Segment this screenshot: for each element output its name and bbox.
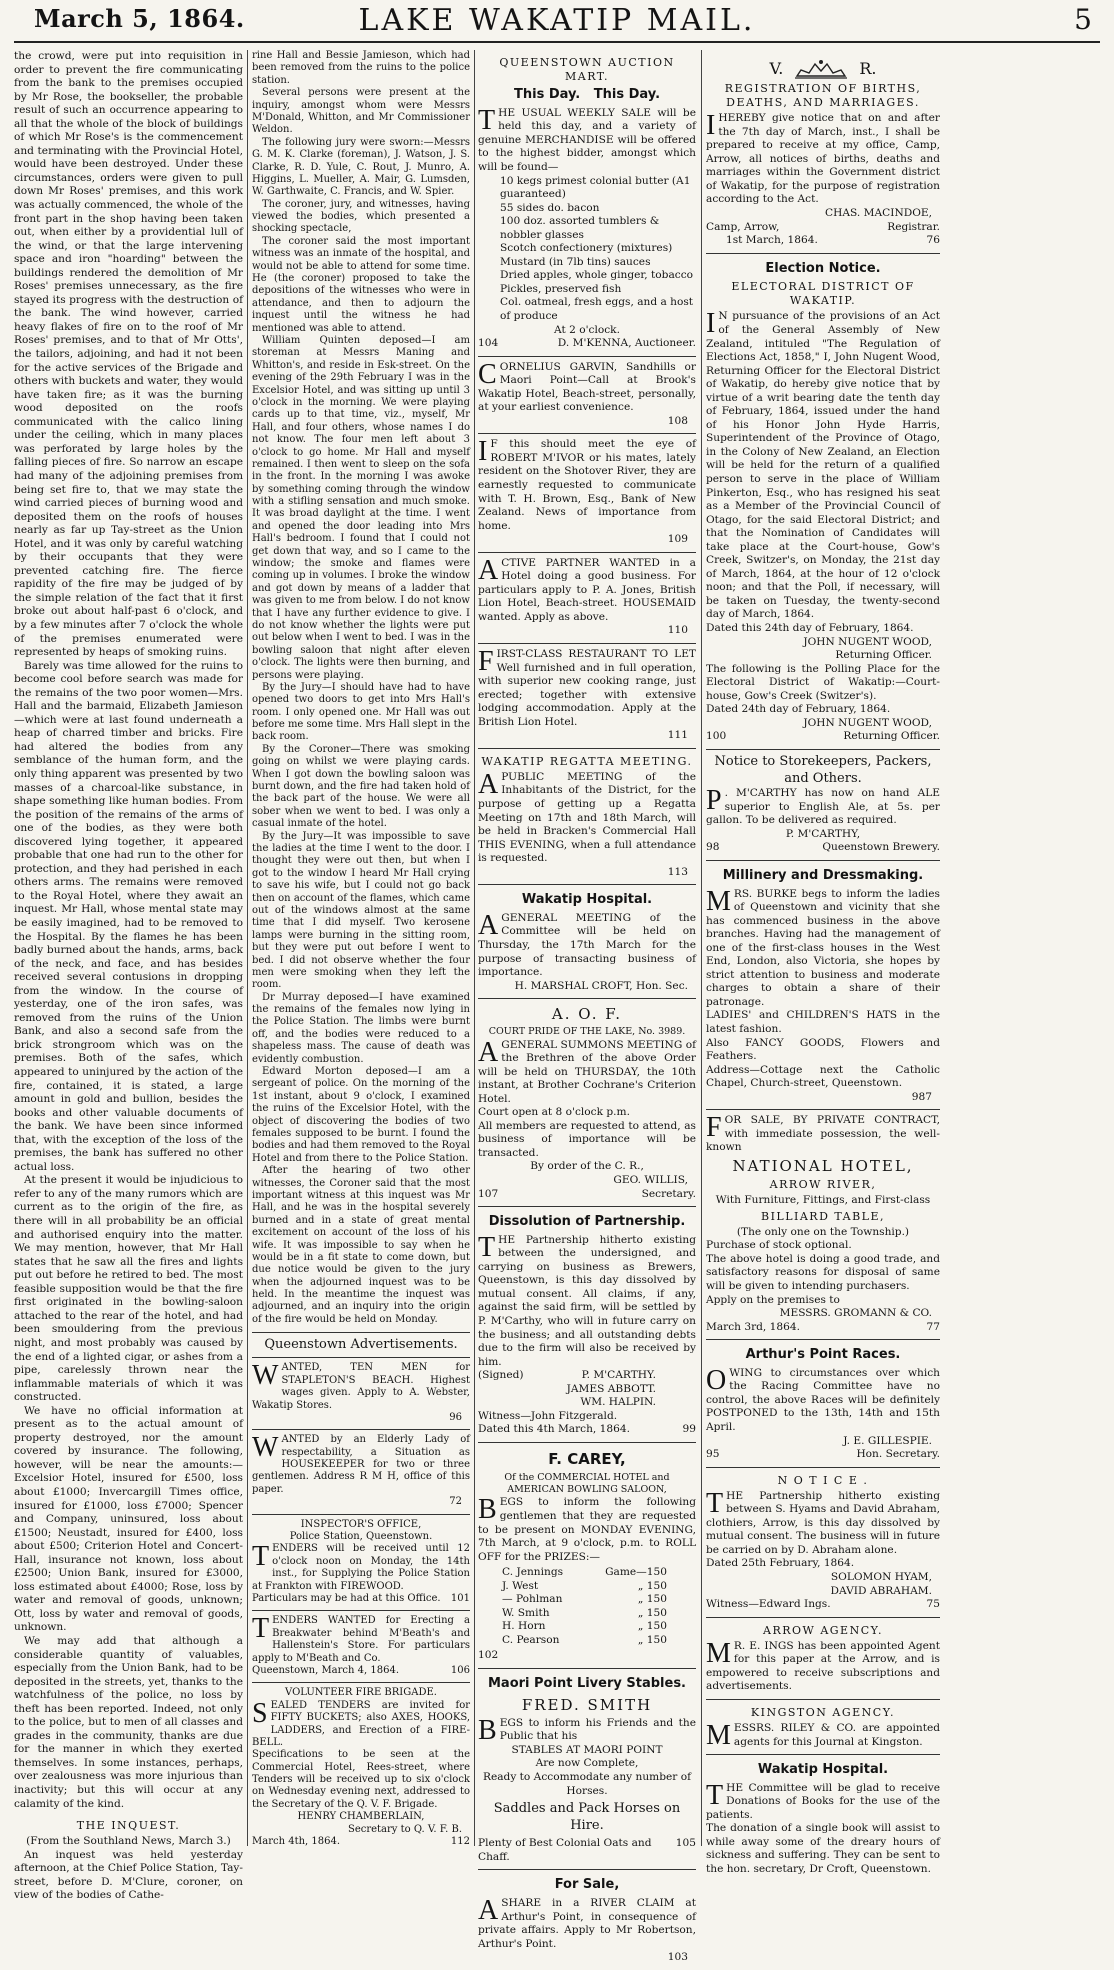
auction-item: Dried apples, whole ginger, tobacco [500, 269, 694, 282]
advert-number: 95 [706, 1448, 720, 1461]
advert-text: EALED TENDERS are invited for FIFTY BUCKETS; also AXES, HOOKS, LADDERS, and Erection of a FIRE-BELL. [252, 1699, 470, 1748]
advert-regatta: WAKATIP REGATTA MEETING. A PUBLIC MEETING of the Inhabitants of the District, for the purpose of getting up a Regatta Meeting on 17th and 18th March, will be held in Bracken's Commercial Hall THIS EVENING, when a full attendance is requested. 113 [478, 749, 696, 885]
article-paragraph: Dr Murray deposed—I have examined the remains of the females now lying in the Police Station. The limbs were burnt off, and the bodies were reduced to a shapeless mass. The cause of death was evidently combustion. [252, 991, 470, 1065]
advert-signature-role: Secretary to Q. V. F. B. [347, 1823, 462, 1835]
advert-place: Queenstown Brewery. [822, 841, 940, 854]
advert-text: ANTED by an Elderly Lady of respectability, a Situation as HOUSEKEEPER for two or three gentlemen. Address R M H, office of this paper. [252, 1434, 470, 1495]
advert-text: By order of the C. R., [530, 1160, 644, 1173]
advert-heading: Arthur's Point Races. [745, 1347, 901, 1363]
newspaper-title: LAKE WAKATIP MAIL. [358, 3, 756, 38]
advert-hospital-donations: Wakatip Hospital. THE Committee will be glad to receive Donations of Books for the use of the patients. The donation of a single book will assist to while away some of the dreary hours of sickness and suffering. They can be sent to the hon. secretary, Dr Croft, Queenstown. [706, 1762, 940, 1875]
advert-signature: DAVID ABRAHAM. [830, 1584, 932, 1597]
advert-for-sale-claim: For Sale, A SHARE in a RIVER CLAIM at Arthur's Point, in consequence of private affairs. Apply to Mr Robertson, Arthur's Point. 103 [478, 1877, 696, 1964]
advert-text: GENERAL SUMMONS MEETING of the Brethren of the above Order will be held on THURSDAY, the 10th instant, at Brother Cochrane's Criterion Hotel. [478, 1038, 696, 1105]
advert-text: CTIVE PARTNER WANTED in a Hotel doing a good business. For particulars apply to P. A. Jones, British Lion Hotel, Beach-street. HOUSEMAID wanted. Apply as above. [478, 556, 696, 623]
advert-livery: Maori Point Livery Stables. FRED. SMITH BEGS to inform his Friends and the Public that his STABLES AT MAORI POINT Are now Complete, Ready to Accommodate any number of Horses. Saddles and Pack Horses on Hire. Plenty of Best Colonial Oats and Chaff. 105 [478, 1669, 696, 1870]
advert-number: 110 [667, 624, 688, 637]
advert-text: BILLIARD TABLE, [760, 1209, 886, 1223]
table-row: H. Horn „ 150 [502, 1620, 667, 1633]
advert-number: 103 [667, 1951, 688, 1964]
royal-cipher: V. R. [706, 58, 940, 80]
advert-signature: P. M'CARTHY, [785, 827, 861, 840]
advert-text: Specifications to be seen at the Commercial Hotel, Rees-street, where Tenders will be received up to six o'clock on Wednesday evening next, addressed to the Secretary of the Q. V. F. Brigade. [252, 1749, 470, 1810]
prize-roll-table [502, 1566, 696, 1647]
article-paragraph: William Quinten deposed—I am storeman at Messrs Maning and Whitton's, and reside in Esk-street. On the evening of the 29th February I was in the Excelsior Hotel, and was sitting up until 3 o'clock in the morning. We were playing cards up to that time, viz., myself, Mr Hall, and four others, whose names I do not know. The four men left about 3 o'clock to go home. Mr Hall and myself remained. I then went to sleep on the sofa in the front. In the morning I was awoke by something coming through the window with a stifling sensation and much smoke. It was broad daylight at the time. I went and opened the door leading into Mrs Hall's bedroom. I found that I could not get down that way, and so I came to the window; the smoke and flames were coming up in volumes. I broke the window and got down by means of a ladder that was given to me from below. I do not know that I have any further evidence to give. I do not know whether the lights were put out below when I went to bed. I was in the bowling saloon that night after eleven o'clock. The lights were then burning, and persons were playing. [252, 334, 470, 681]
advert-millinery: Millinery and Dressmaking. MRS. BURKE begs to inform the ladies of Queenstown and vicinity that she has commenced business in the above branches. Having had the management of one of the first-class houses in the West End, London, also Victoria, she hopes by strict attention to business and moderate charges to obtain a share of their patronage. LADIES' and CHILDREN'S HATS in the latest fashion. Also FANCY GOODS, Flowers and Feathers. Address—Cottage next the Catholic Chapel, Church-street, Queenstown. 987 [706, 861, 940, 1110]
advert-heading: Notice to Storekeepers, Packers, and Others. [714, 753, 932, 786]
auction-item: Scotch confectionery (mixtures) [500, 242, 673, 255]
advert-heading: For Sale, [554, 1877, 620, 1893]
advert-place: Camp, Arrow, [706, 220, 780, 233]
advert-number: 108 [667, 414, 688, 427]
advert-number: 75 [926, 1598, 940, 1611]
advert-heading: INSPECTOR'S OFFICE, [300, 1518, 422, 1530]
advert-races: Arthur's Point Races. OWING to circumstances over which the Racing Committee have no control, the above Races will be definitely POSTPONED to the 13th, 14th and 15th April. J. E. GILLESPIE. 95 Hon. Secretary. [706, 1340, 940, 1467]
advert-number: 102 [478, 1649, 499, 1662]
column-2-inquest [252, 50, 470, 1846]
auction-time: At 2 o'clock. [554, 323, 620, 336]
advert-subheading: FRED. SMITH [521, 1695, 653, 1714]
advert-number: 106 [450, 1664, 470, 1676]
advert-text: Apply on the premises to [706, 1293, 840, 1306]
advert-text: ORNELIUS GARVIN, Sandhills or Maori Point—Call at Brook's Wakatip Hotel, Beach-street, personally, at your earliest convenience. [478, 360, 696, 414]
advert-text: The above hotel is doing a good trade, and satisfactory reasons for disposal of same will be given to intending purchasers. [706, 1252, 940, 1292]
advert-text: HE USUAL WEEKLY SALE will be held this day, and a variety of genuine MERCHANDISE will be offered to the highest bidder, amongst which will be found— [478, 106, 696, 173]
inquest-heading: THE INQUEST. [76, 1819, 181, 1833]
advert-text: Purchase of stock optional. [706, 1239, 852, 1252]
advert-signature: J. E. GILLESPIE. [843, 1434, 932, 1447]
advert-text: WING to circumstances over which the Racing Committee have no control, the above Races will be definitely POSTPONED to the 13th, 14th and 15th April. [706, 1366, 940, 1433]
article-paragraph: the crowd, were put into requisition in order to prevent the fire communicating from the bank to the premises occupied by Mr Rose, the bookseller, the probable result of such an occurrence appearing to all that the whole of the block of buildings of which Mr Rose's is the commencement and terminating with the Provincial Hotel, would have been destroyed. Under these circumstances, orders were given to pull down Mr Roses' premises, and this work was actually commenced, the whole of the front part in the shop having been taken out, when either by a providential lull of the wind, or that the large intervening space and iron "hoarding" between the buildings rendered the demolition of Mr Roses' premises unnecessary, as the fire stayed its progress with the destruction of the bank. The wind however, carried heavy flakes of fire on to the roof of Mr Roses' premises, and to that of Mr Otts', the tailors, adjoining, and had it not been for the active services of the Brigade and others with buckets and water, they would have taken fire; as it was the burning wood deposited on the roofs communicated with the calico lining under the ceiling, which in many places was perforated by large holes by the falling pieces of fire. So narrow an escape had many of the adjoining premises from being set fire to, that we may state the wind carried pieces of burning wood and deposited them on the roofs of houses nearly as far up Tay-street as the Union Hotel, and it was only by careful watching by their occupants that they were prevented catching fire. The fierce rapidity of the fire may be judged of by the simple relation of the fact that it first broke out about half-past 6 o'clock, and by a few minutes after 7 o'clock the whole of the premises enumerated were represented by heaps of smoking ruins. [14, 50, 243, 659]
column-divider [474, 50, 475, 1846]
advert-number: 112 [450, 1836, 470, 1848]
article-paragraph: By the Jury—It was impossible to save the ladies at the time I went to the door. I thought they were out then, but when I got to the window I heard Mr Hall crying to save his wife, but I could not go back then on account of the flames, which came out of the windows almost at the same time that I did myself. Two kerosene lamps were burning in the sitting room, but they were put out before I went to bed. I did not observe whether the four men were smoking when they left the room. [252, 830, 470, 991]
advert-signature: CHAS. MACINDOE, [825, 206, 932, 219]
advert-subheading: Police Station, Queenstown. [289, 1531, 433, 1543]
advert-text: N pursuance of the provisions of an Act of the General Assembly of New Zealand, intituled "The Regulation of Elections Act, 1858," I, John Nugent Wood, Returning Officer for the Electoral District of Wakatip, do hereby give notice that by virtue of a writ bearing date the tenth day of February, 1864, issued under the hand of his Honor John Hyde Harris, Superintendent of the Province of Otago, in the Colony of New Zealand, an Election will be held for the return of a qualified person to serve in the place of William Pinkerton, Esq., who has resigned his seat as a Member of the Provincial Council of Otago, for the said Electoral District; and that the Nomination of Candidates will take place at the Court-house, Gow's Creek, Switzer's, on Monday, the 21st day of March, 1864, at the hour of 12 o'clock noon; and that the Poll, if necessary, will be taken on Tuesday, the twenty-second day of March, 1864. [706, 310, 940, 621]
advert-text: ESSRS. RILEY & CO. are appointed agents for this Journal at Kingston. [733, 1721, 940, 1748]
advert-text: . M'CARTHY has now on hand ALE superior to English Ale, at 5s. per gallon. To be delivered as required. [706, 787, 940, 827]
advert-number: 98 [706, 841, 720, 854]
advert-heading: N O T I C E . [777, 1473, 869, 1487]
advert-heading: KINGSTON AGENCY. [750, 1705, 896, 1719]
advert-text: Court open at 8 o'clock p.m. [478, 1106, 630, 1119]
advert-dissolution: Dissolution of Partnership. THE Partnership hitherto existing between the undersigned, and carrying on business as Brewers, Queenstown, is this day dissolved by mutual consent. All claims, if any, against the said firm, will be settled by P. M'Carthy, who will in future carry on the business; and all outstanding debts due to the firm will also be received by him. (Signed) P. M'CARTHY. JAMES ABBOTT. WM. HALPIN. Witness—John Fitzgerald. Dated this 4th March, 1864. 99 [478, 1207, 696, 1443]
advert-witness: Witness—John Fitzgerald. [478, 1409, 618, 1422]
advert-subheading: Of the COMMERCIAL HOTEL and AMERICAN BOWLING SALOON, [504, 1472, 670, 1496]
auction-item: Col. oatmeal, fresh eggs, and a host of produce [500, 296, 694, 322]
advert-date: Dated 24th day of February, 1864. [706, 703, 891, 716]
advert-text: With Furniture, Fittings, and First-class [715, 1194, 931, 1207]
advert-heading: Wakatip Hospital. [757, 1762, 889, 1778]
article-paragraph: After the hearing of two other witnesses, the Coroner said that the most important witness at this inquest was Mr Hall, and he was in the hospital severely burned and in a state of great mental excitement on account of the loss of his wife. It was impossible to say when he would be in a fit state to come down, but due notice would be given to the jury when the adjourned inquest was to be held. In the meantime the inquest was adjourned, and an inquiry into the origin of the fire would be held on Monday. [252, 1165, 470, 1325]
advert-number: 96 [449, 1411, 462, 1423]
advert-heading: VOLUNTEER FIRE BRIGADE. [285, 1687, 437, 1699]
advert-signature-role: Secretary. [641, 1187, 696, 1200]
table-row: J. West „ 150 [502, 1579, 667, 1592]
advert-text: Saddles and Pack Horses on Hire. [493, 1801, 681, 1833]
advert-heading: WAKATIP REGATTA MEETING. [481, 754, 693, 768]
advert-inspector-office: INSPECTOR'S OFFICE, Police Station, Queenstown. TENDERS will be received until 12 o'clock noon on Monday, the 14th inst., for Supplying the Police Station at Frankton with FIREWOOD. Particulars may be had at this Office. 101 [252, 1515, 470, 1612]
advert-signature: HENRY CHAMBERLAIN, [297, 1811, 425, 1823]
advert-number: 111 [667, 729, 688, 742]
advert-signature-role: Registrar. [887, 220, 940, 233]
advert-date: Dated this 4th March, 1864. [478, 1423, 630, 1436]
advert-heading: Wakatip Hospital. [521, 892, 653, 908]
header-rule [14, 41, 1100, 43]
table-row: — Pohlman „ 150 [502, 1593, 667, 1606]
advert-carey: F. CAREY, Of the COMMERCIAL HOTEL and AMERICAN BOWLING SALOON, BEGS to inform the following gentlemen that they are requested to be present on MONDAY EVENING, 7th March, at 9 o'clock, p.m. to ROLL OFF for the PRIZES:— C. Jennings Game—150 J. West „ 150 — Pohlman „ 150 W. Smith „ 150 H. Horn „ 150 C. Pearson „ 150 102 [478, 1443, 696, 1669]
article-paragraph: The coroner, jury, and witnesses, having viewed the bodies, which presented a shocking spectacle, [252, 198, 470, 235]
advert-registration: V. R. REGISTRATION OF BIRTHS, DEATHS, AND MARRIAGES. I HEREBY give notice that on and after the 7th day of March, inst., I shall be prepared to receive at my office, Camp, Arrow, all notices of births, deaths and marriages within the Government district of Wakatip, for the purpose of registration according to the Act. CHAS. MACINDOE, Camp, Arrow, Registrar. 1st March, 1864. 76 [706, 50, 940, 254]
advert-heading: Maori Point Livery Stables. [488, 1676, 686, 1691]
advert-witness: Witness—Edward Ings. [706, 1598, 831, 1611]
advert-restaurant: FIRST-CLASS RESTAURANT TO LET Well furnished and in full operation, with superior new cooking range, just erected; together with extensive lodging accommodation. Apply at the British Lion Hotel. 111 [478, 644, 696, 749]
advert-text: RS. BURKE begs to inform the ladies of Queenstown and vicinity that she has commenced business in the above branches. Having had the management of one of the first-class houses in the West End, London, also Victoria, she hopes by strict attention to business and moderate charges to obtain a share of their patronage. [706, 887, 940, 1008]
advert-subheading: ARROW RIVER, [769, 1178, 877, 1192]
advert-garvin: CORNELIUS GARVIN, Sandhills or Maori Point—Call at Brook's Wakatip Hotel, Beach-street, personally, at your earliest convenience. 108 [478, 357, 696, 435]
advert-heading: Election Notice. [765, 260, 881, 276]
advert-text: SHARE in a RIVER CLAIM at Arthur's Point, in consequence of private affairs. Apply to Mr Robertson, Arthur's Point. [478, 1897, 696, 1950]
advert-date: Dated 25th February, 1864. [706, 1557, 855, 1570]
advert-text: R. E. INGS has been appointed Agent for this paper at the Arrow, and is empowered to receive subscriptions and advertisements. [706, 1639, 940, 1693]
advert-heading: A. O. F. [551, 1005, 623, 1024]
advert-storekeepers: Notice to Storekeepers, Packers, and Others. P . M'CARTHY has now on hand ALE superior to English Ale, at 5s. per gallon. To be delivered as required. P. M'CARTHY, 98 Queenstown Brewery. [706, 750, 940, 861]
advert-number: 101 [450, 1592, 470, 1604]
advert-text: EGS to inform the following gentlemen that they are requested to be present on MONDAY EVENING, 7th March, at 9 o'clock, p.m. to ROLL OFF for the PRIZES:— [478, 1496, 696, 1563]
table-row: C. Jennings Game—150 [502, 1566, 667, 1579]
article-paragraph: Edward Morton deposed—I am a sergeant of police. On the morning of the 1st instant, about 9 o'clock, I examined the ruins of the Excelsior Hotel, with the object of discovering the bodies of two females supposed to be burnt. I found the bodies and had them removed to the Royal Hotel and from there to the Police Station. [252, 1066, 470, 1164]
article-paragraph: We have no official information at present as to the actual amount of property destroyed, nor the amount covered by insurance. The following, however, will be near the amounts:—Excelsior Hotel, insured for £500, loss about £1000; Invercargill Times office, insured for £1000, loss £7000; Spencer and Company, uninsured, loss about £1500; Neustadt, insured for £400, loss about £500; Criterion Hotel and Concert-Hall, insurance not known, loss about £2500; Union Bank, insured for £3000, loss estimated about £4000; Rose, loss by water and removal of goods, unknown; Ott, loss by water and removal of goods, unknown. [14, 1404, 243, 1634]
advert-aof: A. O. F. COURT PRIDE OF THE LAKE, No. 3989. A GENERAL SUMMONS MEETING of the Brethren of the above Order will be held on THURSDAY, the 10th instant, at Brother Cochrane's Criterion Hotel. Court open at 8 o'clock p.m. All members are requested to attend, as business of importance will be transacted. By order of the C. R., GEO. WILLIS, 107 Secretary. [478, 999, 696, 1207]
article-paragraph: The coroner said the most important witness was an inmate of the hospital, and would not be able to attend for some time. He (the coroner) proposed to take the depositions of the witnesses who were in attendance, and then to adjourn the inquest until the witness he had mentioned was able to attend. [252, 235, 470, 334]
advert-text: HE Partnership hitherto existing between S. Hyams and David Abraham, clothiers, Arrow, is this day dissolved by mutual consent. The business will in future be carried on by D. Abraham alone. [706, 1489, 940, 1556]
advert-signature: MESSRS. GROMANN & CO. [779, 1307, 932, 1320]
article-paragraph: We may add that although a considerable quantity of valuables, especially from the Union Bank, had to be deposited in the streets, yet, thanks to the watchfulness of the police, no loss by theft has been reported. Indeed, not only to the police, but to men of all classes and grades in the community, thanks are due for the manner in which they exerted themselves. In some instances, perhaps, over zealousness was more injurious than inactivity; but this will occur at any calamity of the kind. [14, 1634, 243, 1810]
advert-mivor: I F this should meet the eye of ROBERT M'IVOR or his mates, lately resident on the Shotover River, they are earnestly requested to communicate with T. H. Brown, Esq., Bank of New Zealand. News of importance from home. 109 [478, 434, 696, 552]
advert-fire-brigade: VOLUNTEER FIRE BRIGADE. SEALED TENDERS are invited for FIFTY BUCKETS; also AXES, HOOKS, LADDERS, and Erection of a FIRE-BELL. Specifications to be seen at the Commercial Hotel, Rees-street, where Tenders will be received up to six o'clock on Wednesday evening next, addressed to the Secretary of the Q. V. F. Brigade. HENRY CHAMBERLAIN, Secretary to Q. V. F. B. March 4th, 1864. 112 [252, 1687, 470, 1848]
advert-text: ANTED, TEN MEN for STAPLETON'S BEACH. Highest wages given. Apply to A. Webster, Wakatip Stores. [252, 1362, 470, 1411]
article-paragraph: The following jury were sworn:—Messrs G. M. K. Clarke (foreman), J. Watson, J. S. Clarke, R. D. Yule, C. Rout, J. Munro, A. Higgins, L. Mueller, A. Mair, G. Lumsden, W. Garthwaite, C. Francis, and W. Spier. [252, 136, 470, 198]
advert-text: F this should meet the eye of ROBERT M'IVOR or his mates, lately resident on the Shotover River, they are earnestly requested to communicate with T. H. Brown, Esq., Bank of New Zealand. News of importance from home. [478, 438, 696, 532]
advert-text: IRST-CLASS RESTAURANT TO LET Well furnished and in full operation, with superior new cooking range, just erected; together with extensive lodging accommodation. Apply at the British Lion Hotel. [478, 648, 696, 728]
advert-signature-role: Returning Officer. [843, 730, 940, 743]
advert-number: 100 [706, 730, 727, 743]
advert-signature: JOHN NUGENT WOOD, [803, 635, 932, 648]
advert-kingston-agency: KINGSTON AGENCY. MESSRS. RILEY & CO. are appointed agents for this Journal at Kingston. [706, 1700, 940, 1755]
advert-number: 987 [911, 1090, 932, 1103]
table-row: W. Smith „ 150 [502, 1606, 667, 1619]
advert-signature-role: Hon. Secretary. [856, 1448, 940, 1461]
advert-heading: Dissolution of Partnership. [488, 1214, 686, 1230]
table-row: C. Pearson „ 150 [502, 1633, 667, 1646]
article-paragraph: rine Hall and Bessie Jamieson, which had been removed from the ruins to the police station. [252, 50, 470, 86]
advert-number: 76 [926, 234, 940, 247]
advert-signature: SOLOMON HYAM, [830, 1570, 932, 1583]
article-paragraph: At the present it would be injudicious to refer to any of the many rumors which are current as to the origin of the fire, as there will in all probability be an official and authorised enquiry into the matter. We may mention, however, that Mr Hall states that he saw all the fires and lights put out before he retired to bed. The most feasible supposition would be that the fire first originated in the bowling-saloon attached to the rear of the hotel, and had been smouldering from the previous night, and most probably was caused by the end of a lighted cigar, or ashes from a pipe, carelessly thrown near the inflammable materials of which it was constructed. [14, 1174, 243, 1404]
advert-number: 113 [667, 865, 688, 878]
advert-national-hotel: FOR SALE, BY PRIVATE CONTRACT, with immediate possession, the well-known NATIONAL HOTEL, ARROW RIVER, With Furniture, Fittings, and First-class BILLIARD TABLE, (The only one on the Township.) Purchase of stock optional. The above hotel is doing a good trade, and satisfactory reasons for disposal of same will be given to intending purchasers. Apply on the premises to MESSRS. GROMANN & CO. March 3rd, 1864. 77 [706, 1110, 940, 1340]
advert-text: (Signed) [478, 1369, 524, 1382]
advert-subheading: ELECTORAL DISTRICT OF WAKATIP. [731, 280, 915, 308]
advert-signature: JAMES ABBOTT. [566, 1382, 656, 1395]
advert-number: 109 [667, 533, 688, 546]
advert-subheading: This Day. This Day. [513, 87, 661, 103]
advert-text: Are now Complete, [535, 1757, 639, 1770]
inquest-source: (From the Southland News, March 3.) [26, 1835, 231, 1848]
advert-arrow-agency: ARROW AGENCY. M R. E. INGS has been appointed Agent for this paper at the Arrow, and is empowered to receive subscriptions and advertisements. [706, 1618, 940, 1700]
column-3-adverts [478, 50, 696, 1964]
advert-hospital-meeting: Wakatip Hospital. A GENERAL MEETING of the Committee will be held on Thursday, the 17th March for the purpose of transacting business of importance. H. MARSHAL CROFT, Hon. Sec. [478, 885, 696, 999]
article-paragraph: By the Coroner—There was smoking going on whilst we were playing cards. When I got down the bowling saloon was burnt down, and the fire had taken hold of the back part of the house. We were all sober when we went to bed. I was only a casual inmate of the hotel. [252, 743, 470, 830]
advert-text: Plenty of Best Colonial Oats and Chaff. [478, 1837, 652, 1863]
advert-number: 105 [675, 1837, 696, 1850]
auction-items [478, 175, 696, 324]
advert-signature: GEO. WILLIS, [613, 1174, 688, 1187]
auction-item: 55 sides do. bacon [500, 201, 600, 214]
issue-date: March 5, 1864. [34, 4, 245, 33]
article-paragraph: An inquest was held yesterday afternoon, at the Chief Police Station, Tay-street, before D. M'Clure, coroner, on view of the bodies of Cathe- [14, 1848, 243, 1902]
advert-partner: ACTIVE PARTNER WANTED in a Hotel doing a good business. For particulars apply to P. A. Jones, British Lion Hotel, Beach-street. HOUSEMAID wanted. Apply as above. 110 [478, 553, 696, 644]
advert-heading: QUEENSTOWN AUCTION MART. [499, 56, 675, 84]
advert-number: 72 [449, 1496, 462, 1508]
advert-signature-role: Returning Officer. [835, 649, 932, 662]
column-divider [701, 50, 702, 1846]
advert-notice-partnership: N O T I C E . THE Partnership hitherto existing between S. Hyams and David Abraham, clothiers, Arrow, is this day dissolved by mutual consent. The business will in future be carried on by D. Abraham alone. Dated 25th February, 1864. SOLOMON HYAM, DAVID ABRAHAM. Witness—Edward Ings. 75 [706, 1468, 940, 1618]
advert-text: HE Committee will be glad to receive Donations of Books for the use of the patients. [706, 1781, 940, 1821]
section-heading: Queenstown Advertisements. [252, 1332, 470, 1358]
advert-text: (The only one on the Township.) [736, 1225, 910, 1238]
advert-text: ENDERS will be received until 12 o'clock noon on Monday, the 14th inst., for Supplying the Police Station at Frankton with FIREWOOD. [252, 1543, 470, 1592]
advert-date: Queenstown, March 4, 1864. [252, 1664, 399, 1676]
auction-item: 10 kegs primest colonial butter (A1 guaranteed) [500, 174, 691, 201]
advert-breakwater: TENDERS WANTED for Erecting a Breakwater behind M'Beath's and Hallenstein's Store. For particulars apply to M'Beath and Co. Queenstown, March 4, 1864. 106 [252, 1611, 470, 1683]
advert-date: 1st March, 1864. [726, 234, 818, 247]
advert-heading: NATIONAL HOTEL, [732, 1156, 914, 1175]
advert-text: GENERAL MEETING of the Committee will be held on Thursday, the 17th March for the purpose of transacting business of importance. [478, 911, 696, 979]
advert-heading: REGISTRATION OF BIRTHS, DEATHS, AND MARRIAGES. [724, 82, 922, 110]
advert-signature: H. MARSHAL CROFT, Hon. Sec. [514, 979, 688, 992]
auction-item: Mustard (in 7lb tins) sauces [500, 255, 651, 268]
advert-signature: D. M'KENNA, Auctioneer. [557, 337, 696, 350]
advert-date: March 3rd, 1864. [706, 1320, 800, 1333]
advert-date: Dated this 24th day of February, 1864. [706, 621, 914, 634]
article-paragraph: Barely was time allowed for the ruins to become cool before search was made for the remains of the two poor women—Mrs. Hall and the barmaid, Elizabeth Jamieson—which were at last found underneath a heap of charred timber and bricks. Fire had altered the bodies from any semblance of the human form, and the only thing apparent was presented by two masses of a charcoal-like substance, in shape something like human bodies. From the position of the remains of the arms of one of the bodies, as they were both discovered lying together, it appeared probable that one had run to the other for protection, and they had perished in each others arms. The remains were removed to the Royal Hotel, where they await an inquest. Mr Hall, whose mental state may be easily imagined, had to be removed to the Hospital. By the flames he has been badly burned about the hands, arms, back of the neck, and face, and has besides received several contusions in dropping from the window. In the course of yesterday, one of the iron safes, was removed from the ruins of the Union Bank, and also a second safe from the brick strongroom which was on the premises. Both of the safes, which appeared to uninjured by the action of the fire, contained, it is stated, a large amount in gold and bullion, besides the books and other valuable documents of the bank. We have been since informed that, with the exception of the loss of the premises, the bank has suffered no other actual loss. [14, 659, 243, 1173]
advert-text: Address—Cottage next the Catholic Chapel, Church-street, Queenstown. [706, 1063, 940, 1090]
advert-text: HEREBY give notice that on and after the 7th day of March, inst., I shall be prepared to receive at my office, Camp, Arrow, all notices of births, deaths and marriages within the Government district of Wakatip, for the purpose of registration according to the Act. [706, 112, 940, 206]
advert-wanted-men: WANTED, TEN MEN for STAPLETON'S BEACH. Highest wages given. Apply to A. Webster, Wakatip Stores. 96 [252, 1358, 470, 1430]
advert-number: 77 [926, 1320, 940, 1333]
page-number: 5 [1074, 3, 1092, 36]
advert-heading: F. CAREY, [548, 1449, 626, 1468]
advert-number: 107 [478, 1187, 499, 1200]
article-paragraph: Several persons were present at the inquiry, amongst whom were Messrs M'Donald, Whitton, and Mr Commissioner Weldon. [252, 87, 470, 136]
advert-text: OR SALE, BY PRIVATE CONTRACT, with immediate possession, the well-known [706, 1114, 940, 1154]
advert-text: LADIES' and CHILDREN'S HATS in the latest fashion. [706, 1009, 940, 1035]
advert-signature: WM. HALPIN. [580, 1396, 656, 1409]
advert-date: March 4th, 1864. [252, 1836, 341, 1848]
advert-footer: Particulars may be had at this Office. [252, 1592, 441, 1604]
auction-item: Pickles, preserved fish [500, 282, 622, 295]
advert-text: Also FANCY GOODS, Flowers and Feathers. [706, 1036, 940, 1063]
advert-text: ENDERS WANTED for Erecting a Breakwater behind M'Beath's and Hallenstein's Store. For particulars apply to M'Beath and Co. [252, 1615, 470, 1664]
column-divider [247, 50, 248, 1846]
advert-text: HE Partnership hitherto existing between the undersigned, and carrying on business as Brewers, Queenstown, is this day dissolved by mutual consent. All claims, if any, against the said firm, will be settled by P. M'Carthy, who will in future carry on the business; and all outstanding debts due to the firm will also be received by him. [478, 1233, 696, 1368]
advert-text: The following is the Polling Place for the Electoral District of Wakatip:—Court-house, Gow's Creek (Switzer's). [706, 662, 940, 702]
advert-heading: Millinery and Dressmaking. [722, 867, 924, 883]
advert-number: 99 [682, 1423, 696, 1436]
auction-item: 100 doz. assorted tumblers & nobbler glasses [500, 215, 660, 241]
advert-signature: P. M'CARTHY. [581, 1369, 656, 1382]
advert-signature: JOHN NUGENT WOOD, [803, 716, 932, 729]
advert-text: PUBLIC MEETING of the Inhabitants of the District, for the purpose of getting up a Regatta Meeting on 17th and 18th March, will be held in Bracken's Commercial Hall THIS EVENING, when a full attendance is requested. [478, 770, 696, 865]
advert-number: 104 [478, 337, 499, 350]
column-1-fire-report [14, 50, 243, 1902]
advert-text: EGS to inform his Friends and the Public that his [499, 1716, 696, 1743]
article-paragraph: By the Jury—I should have had to have opened two doors to get into Mrs Hall's room. I only opened one. Mr Hall was out before me some time. Mrs Hall slept in the back room. [252, 681, 470, 743]
advert-housekeeper: WANTED by an Elderly Lady of respectability, a Situation as HOUSEKEEPER for two or three gentlemen. Address R M H, office of this paper. 72 [252, 1430, 470, 1514]
masthead [0, 0, 1114, 44]
advert-text: All members are requested to attend, as business of importance will be transacted. [478, 1119, 696, 1159]
advert-subheading: COURT PRIDE OF THE LAKE, No. 3989. [488, 1026, 686, 1038]
advert-text: The donation of a single book will assist to while away some of the dreary hours of sickness and suffering. They can be sent to the hon. secretary, Dr Croft, Queenstown. [706, 1822, 940, 1875]
advert-auction-mart: QUEENSTOWN AUCTION MART. This Day. This Day. THE USUAL WEEKLY SALE will be held this day, and a variety of genuine MERCHANDISE will be offered to the highest bidder, amongst which will be found— 10 kegs primest colonial butter (A1 guaranteed) 55 sides do. bacon 100 doz. assorted tumblers & nobbler glasses Scotch confectionery (mixtures) Mustard (in 7lb tins) sauces Dried apples, whole ginger, tobacco Pickles, preserved fish Col. oatmeal, fresh eggs, and a host of produce At 2 o'clock. 104 D. M'KENNA, Auctioneer. [478, 50, 696, 357]
crown-crest-icon [793, 58, 849, 80]
advert-heading: ARROW AGENCY. [763, 1623, 883, 1637]
advert-election: Election Notice. ELECTORAL DISTRICT OF WAKATIP. I N pursuance of the provisions of an Act of the General Assembly of New Zealand, intituled "The Regulation of Elections Act, 1858," I, John Nugent Wood, Returning Officer for the Electoral District of Wakatip, do hereby give notice that by virtue of a writ bearing date the tenth day of February, 1864, issued under the hand of his Honor John Hyde Harris, Superintendent of the Province of Otago, in the Colony of New Zealand, an Election will be held for the return of a qualified person to serve in the place of William Pinkerton, Esq., who has resigned his seat as a Member of the Provincial Council of Otago, for the said Electoral District; and that the Nomination of Candidates will take place at the Court-house, Gow's Creek, Switzer's, on Monday, the 21st day of March, 1864, at the hour of 12 o'clock noon; and that the Poll, if necessary, will be taken on Tuesday, the twenty-second day of March, 1864. Dated this 24th day of February, 1864. JOHN NUGENT WOOD, Returning Officer. The following is the Polling Place for the Electoral District of Wakatip:—Court-house, Gow's Creek (Switzer's). Dated 24th day of February, 1864. JOHN NUGENT WOOD, 100 Returning Officer. [706, 254, 940, 750]
advert-text: STABLES AT MAORI POINT [511, 1743, 663, 1756]
advert-text: Ready to Accommodate any number of Horses. [482, 1771, 692, 1797]
column-4-notices [706, 50, 940, 1875]
